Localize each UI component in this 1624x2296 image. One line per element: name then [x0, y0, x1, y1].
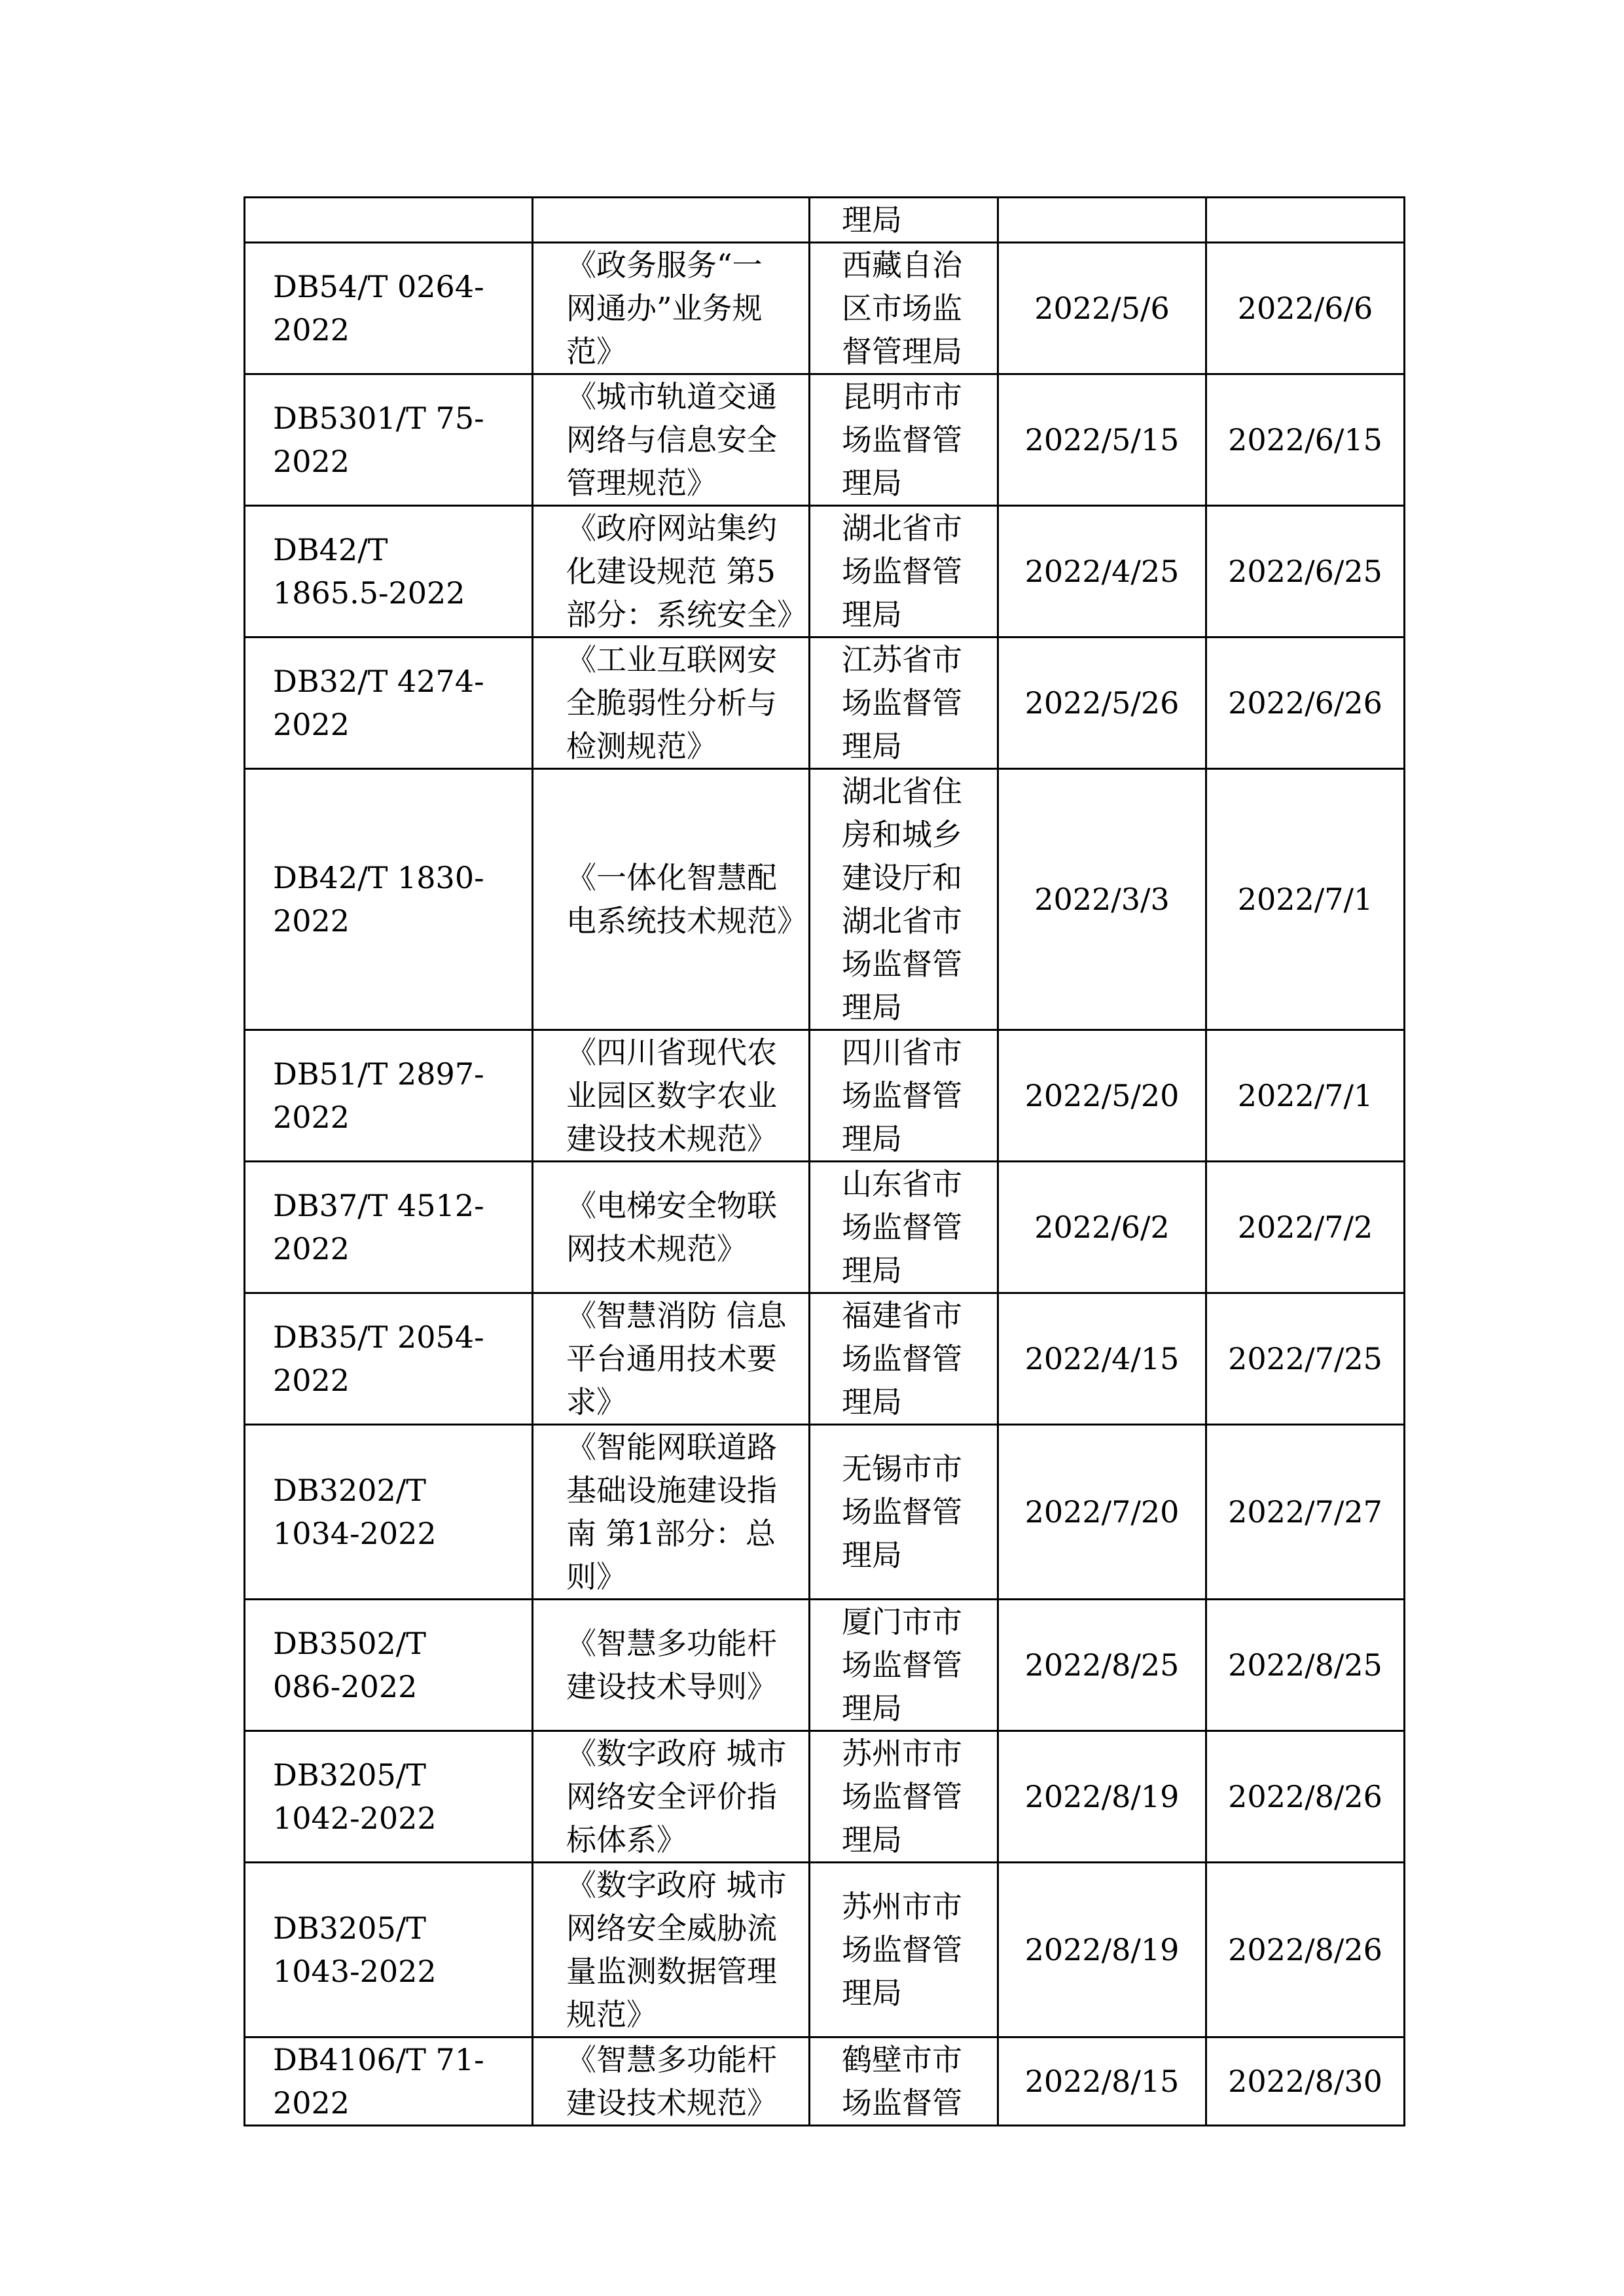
publish-date-cell: 2022/5/15: [998, 374, 1206, 506]
issuing-authority-cell: [810, 1425, 998, 1600]
standard-name-cell: [533, 1600, 810, 1731]
implement-date-cell: [1206, 198, 1405, 243]
implement-date-cell: 2022/8/30: [1206, 2037, 1405, 2126]
standard-code-cell: DB35/T 2054-2022: [245, 1293, 533, 1425]
publish-date-cell: 2022/8/15: [998, 2037, 1206, 2126]
implement-date-cell: 2022/7/2: [1206, 1162, 1405, 1293]
issuing-authority-cell: [810, 2037, 998, 2126]
issuing-authority-text: 苏州市市 场监督管 理局: [842, 1736, 962, 1857]
table-row: [245, 1600, 1405, 1731]
standard-name-cell: [533, 243, 810, 374]
implement-date-cell: 2022/7/1: [1206, 769, 1405, 1030]
standard-code-cell: DB3205/T 1043-2022: [245, 1863, 533, 2037]
standard-name-text: 《政务服务“一 网通办”业务规 范》: [566, 247, 763, 369]
issuing-authority-text: 江苏省市 场监督管 理局: [842, 642, 962, 764]
standard-name-text: 《智慧多功能杆 建设技术导则》: [566, 1626, 777, 1704]
standards-table-body: [245, 198, 1405, 2126]
implement-date-cell: 2022/6/6: [1206, 243, 1405, 374]
standard-code-cell: DB54/T 0264-2022: [245, 243, 533, 374]
publish-date-cell: 2022/8/25: [998, 1600, 1206, 1731]
publish-date-cell: 2022/8/19: [998, 1863, 1206, 2037]
issuing-authority-cell: [810, 1863, 998, 2037]
standard-code-cell: DB3202/T 1034-2022: [245, 1425, 533, 1600]
standard-code-cell: DB37/T 4512-2022: [245, 1162, 533, 1293]
table-row: [245, 637, 1405, 769]
publish-date-cell: 2022/5/20: [998, 1030, 1206, 1162]
standard-name-text: 《数字政府 城市 网络安全评价指 标体系》: [566, 1736, 787, 1857]
standard-code-cell: DB5301/T 75-2022: [245, 374, 533, 506]
implement-date-cell: 2022/7/27: [1206, 1425, 1405, 1600]
issuing-authority-text: 厦门市市 场监督管 理局: [842, 1604, 962, 1726]
implement-date-cell: 2022/7/25: [1206, 1293, 1405, 1425]
issuing-authority-cell: [810, 637, 998, 769]
standard-name-cell: [533, 506, 810, 637]
issuing-authority-cell: [810, 374, 998, 506]
standard-name-cell: [533, 1030, 810, 1162]
table-row: [245, 243, 1405, 374]
issuing-authority-text: 湖北省市 场监督管 理局: [842, 511, 962, 632]
table-row: [245, 1030, 1405, 1162]
issuing-authority-cell: [810, 506, 998, 637]
implement-date-cell: 2022/8/25: [1206, 1600, 1405, 1731]
table-row: [245, 374, 1405, 506]
issuing-authority-cell: 理局: [810, 198, 998, 243]
implement-date-cell: 2022/6/26: [1206, 637, 1405, 769]
issuing-authority-text: 昆明市市 场监督管 理局: [842, 379, 962, 501]
standard-code-cell: DB3502/T 086-2022: [245, 1600, 533, 1731]
table-row: [245, 769, 1405, 1030]
issuing-authority-text: 鹤壁市市 场监督管: [842, 2042, 962, 2121]
standard-name-text: 《智慧多功能杆 建设技术规范》: [566, 2042, 777, 2121]
standard-name-text: 《四川省现代农 业园区数字农业 建设技术规范》: [566, 1035, 777, 1157]
publish-date-cell: 2022/3/3: [998, 769, 1206, 1030]
table-row: [245, 1731, 1405, 1863]
implement-date-cell: 2022/8/26: [1206, 1863, 1405, 2037]
standard-name-text: 《一体化智慧配 电系统技术规范》: [566, 860, 807, 939]
publish-date-cell: 2022/5/26: [998, 637, 1206, 769]
implement-date-cell: 2022/6/15: [1206, 374, 1405, 506]
standard-name-cell: [533, 1162, 810, 1293]
standard-name-cell: [533, 637, 810, 769]
implement-date-cell: 2022/8/26: [1206, 1731, 1405, 1863]
standard-name-text: 《工业互联网安 全脆弱性分析与 检测规范》: [566, 642, 777, 764]
issuing-authority-text: 西藏自治 区市场监 督管理局: [842, 247, 962, 369]
publish-date-cell: 2022/4/15: [998, 1293, 1206, 1425]
issuing-authority-text: 湖北省住 房和城乡 建设厅和 湖北省市 场监督管 理局: [842, 774, 962, 1025]
standard-name-cell: [533, 1731, 810, 1863]
publish-date-cell: 2022/5/6: [998, 243, 1206, 374]
standard-name-cell: [533, 1293, 810, 1425]
implement-date-cell: 2022/7/1: [1206, 1030, 1405, 1162]
issuing-authority-text: 苏州市市 场监督管 理局: [842, 1889, 962, 2011]
standard-name-text: 《政府网站集约 化建设规范 第5 部分：系统安全》: [566, 511, 807, 632]
issuing-authority-cell: [810, 1600, 998, 1731]
table-row: [245, 1863, 1405, 2037]
publish-date-cell: 2022/7/20: [998, 1425, 1206, 1600]
issuing-authority-text: 山东省市 场监督管 理局: [842, 1166, 962, 1288]
standard-name-text: 《数字政府 城市 网络安全威胁流 量监测数据管理 规范》: [566, 1867, 787, 2032]
standard-name-text: 《智能网联道路 基础设施建设指 南 第1部分：总 则》: [566, 1429, 777, 1594]
issuing-authority-text: 无锡市市 场监督管 理局: [842, 1451, 962, 1573]
issuing-authority-cell: [810, 1162, 998, 1293]
standard-name-text: 《城市轨道交通 网络与信息安全 管理规范》: [566, 379, 777, 501]
publish-date-cell: 2022/4/25: [998, 506, 1206, 637]
issuing-authority-cell: [810, 769, 998, 1030]
table-row: [245, 1162, 1405, 1293]
table-row: [245, 198, 1405, 243]
publish-date-cell: [998, 198, 1206, 243]
issuing-authority-cell: [810, 243, 998, 374]
standard-code-cell: DB42/T 1865.5-2022: [245, 506, 533, 637]
table-row: [245, 1425, 1405, 1600]
standard-name-cell: [533, 198, 810, 243]
standard-code-cell: [245, 198, 533, 243]
standard-name-cell: [533, 1863, 810, 2037]
publish-date-cell: 2022/8/19: [998, 1731, 1206, 1863]
standard-code-cell: DB42/T 1830-2022: [245, 769, 533, 1030]
standard-name-cell: [533, 2037, 810, 2126]
issuing-authority-cell: [810, 1731, 998, 1863]
standard-name-text: 《智慧消防 信息 平台通用技术要 求》: [566, 1298, 787, 1420]
standard-code-cell: DB51/T 2897-2022: [245, 1030, 533, 1162]
standard-code-cell: DB4106/T 71-2022: [245, 2037, 533, 2126]
standard-name-cell: [533, 374, 810, 506]
publish-date-cell: 2022/6/2: [998, 1162, 1206, 1293]
implement-date-cell: 2022/6/25: [1206, 506, 1405, 637]
standard-code-cell: DB32/T 4274-2022: [245, 637, 533, 769]
standard-name-text: 《电梯安全物联 网技术规范》: [566, 1188, 777, 1266]
table-row: [245, 506, 1405, 637]
standard-code-cell: DB3205/T 1042-2022: [245, 1731, 533, 1863]
issuing-authority-cell: [810, 1030, 998, 1162]
standard-name-cell: [533, 769, 810, 1030]
standards-table: [244, 196, 1405, 2126]
standard-name-cell: [533, 1425, 810, 1600]
issuing-authority-text: 福建省市 场监督管 理局: [842, 1298, 962, 1420]
table-row: [245, 2037, 1405, 2126]
table-row: [245, 1293, 1405, 1425]
issuing-authority-text: 四川省市 场监督管 理局: [842, 1035, 962, 1157]
issuing-authority-cell: [810, 1293, 998, 1425]
